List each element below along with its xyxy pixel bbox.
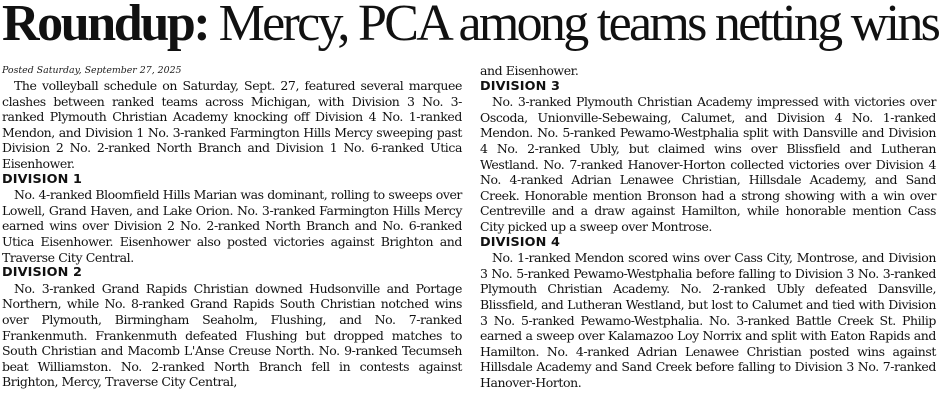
division-4-paragraph: No. 1-ranked Mendon scored wins over Cass City, Montrose, and Division 3 No. 5-ranked Pewamo-Westphalia before falling to Division 3 No. 3-ranked Plymouth Christian Academy. No. 2-ranked Ubly defeated Dansville, Blissfield, and Lutheran Westland, but lost to Calumet and tied with Division 3 No. 5-ranked Pewamo-Westphalia. No. 3-ranked Battle Creek St. Philip earned a sweep over Kalamazoo Loy Norrix and split with Eaton Rapids and Hamilton. No. 4-ranked Adrian Lenawee Christian posted wins against Hillsdale Academy and Sand Creek before falling to Division 3 No. 7-ranked Hanover-Horton. [480,250,936,390]
division-1-heading: DIVISION 1 [2,171,82,187]
dateline: Posted Saturday, September 27, 2025 [2,65,182,76]
division-2-heading: DIVISION 2 [2,265,82,281]
division-2-paragraph-continued: and Eisenhower. [480,63,579,78]
division-3-heading: DIVISION 3 [480,78,560,94]
article-column-right [480,63,936,390]
division-2-paragraph: No. 3-ranked Grand Rapids Christian downed Hudsonville and Portage Northern, while No. 8-ranked Grand Rapids South Christian notched wins over Plymouth, Birmingham Seaholm, Flushing, and No. 7-ranked Frankenmuth. Frankenmuth defeated Flushing but dropped matches to South Christian and Macomb L'Anse Creuse North. No. 9-ranked Tecumseh beat Williamston. No. 2-ranked North Branch fell in contests against Brighton, Mercy, Traverse City Central, [2,280,462,390]
intro-paragraph: The volleyball schedule on Saturday, Sept. 27, featured several marquee clashes between ranked teams across Michigan, with Division 3 No. 3-ranked Plymouth Christian Academy knocking off Division 4 No. 1-ranked Mendon, and Division 1 No. 3-ranked Farmington Hills Mercy sweeping past Division 2 No. 2-ranked North Branch and Division 1 No. 6-ranked Utica Eisenhower. [2,78,462,171]
headline-text: Mercy, PCA among teams netting wins [208,0,939,52]
headline-kicker: Roundup: [2,0,209,52]
division-1-paragraph: No. 4-ranked Bloomfield Hills Marian was dominant, rolling to sweeps over Lowell, Grand Haven, and Lake Orion. No. 3-ranked Farmington Hills Mercy earned wins over Division 2 No. 2-ranked North Branch and No. 6-ranked Utica Eisenhower. Eisenhower also posted victories against Brighton and Traverse City Central. [2,187,462,265]
division-4-heading: DIVISION 4 [480,234,560,250]
headline [2,0,940,54]
article-column-left [2,78,462,390]
division-3-paragraph: No. 3-ranked Plymouth Christian Academy impressed with victories over Oscoda, Unionville-Sebewaing, Calumet, and Division 4 No. 1-ranked Mendon. No. 5-ranked Pewamo-Westphalia split with Dansville and Division 4 No. 2-ranked Ubly, but claimed wins over Blissfield and Lutheran Westland. No. 7-ranked Hanover-Horton collected victories over Division 4 No. 4-ranked Adrian Lenawee Christian, Hillsdale Academy, and Sand Creek. Honorable mention Bronson had a strong showing with a win over Centreville and a draw against Hamilton, while honorable mention Cass City picked up a sweep over Montrose. [480,94,936,234]
